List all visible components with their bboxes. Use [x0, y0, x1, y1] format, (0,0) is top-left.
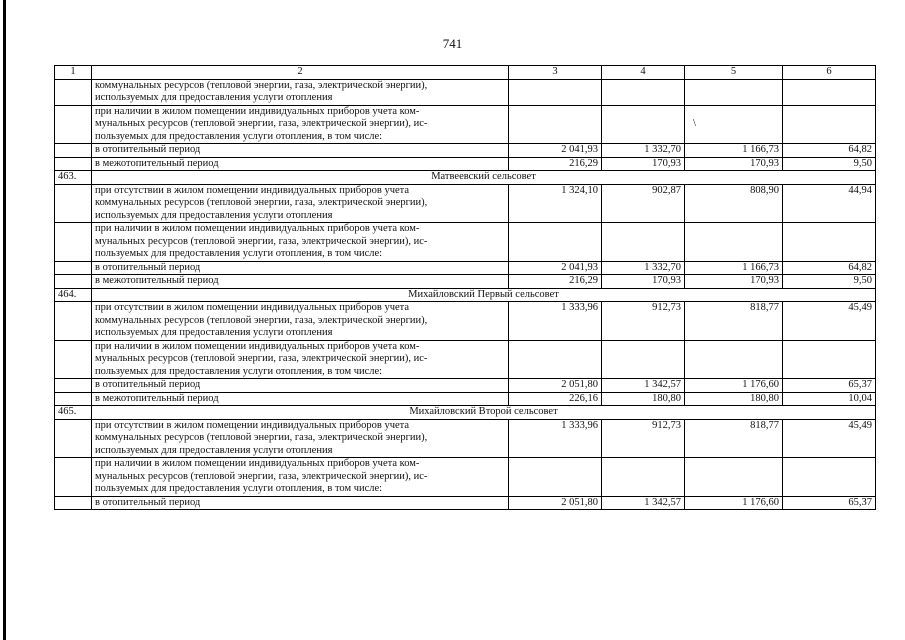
cell-value: 170,93 [602, 275, 685, 289]
table-row [55, 458, 876, 497]
cell-value: 818,77 [685, 419, 783, 458]
section-header-row [55, 171, 876, 185]
cell-value: 9,50 [783, 275, 876, 289]
row-label: в межотопительный период [92, 275, 509, 289]
row-label: в межотопительный период [92, 157, 509, 171]
column-header: 6 [783, 66, 876, 80]
cell-value: 1 176,60 [685, 496, 783, 510]
row-description: при отсутствии в жилом помещении индивидуальных приборов учета коммунальных ресурсов (тепловой энергии, газа, электрической энергии), используемых для предоставления услуги отопления [92, 184, 509, 223]
table-row [55, 379, 876, 393]
section-number: 464. [55, 288, 92, 302]
stray-mark: \ [693, 118, 696, 129]
section-title: Михайловский Первый сельсовет [92, 288, 876, 302]
column-header: 4 [602, 66, 685, 80]
cell-value: 1 332,70 [602, 261, 685, 275]
cell-value: 912,73 [602, 419, 685, 458]
section-title: Матвеевский сельсовет [92, 171, 876, 185]
table-row [55, 419, 876, 458]
column-header: 1 [55, 66, 92, 80]
table-row [55, 261, 876, 275]
cell-value: 65,37 [783, 379, 876, 393]
table-row [55, 340, 876, 379]
table-row [55, 105, 876, 144]
table-row [55, 392, 876, 406]
cell-value: 2 041,93 [509, 144, 602, 158]
cell-value: 1 324,10 [509, 184, 602, 223]
section-number: 465. [55, 406, 92, 420]
column-header: 5 [685, 66, 783, 80]
page-number: 741 [442, 36, 463, 51]
row-description: при наличии в жилом помещении индивидуальных приборов учета ком- мунальных ресурсов (тепловой энергии, газа, электрической энергии), ис- пользуемых для предоставления услуги отопления, в том числе: [92, 340, 509, 379]
row-description: при отсутствии в жилом помещении индивидуальных приборов учета коммунальных ресурсов (тепловой энергии, газа, электрической энергии), используемых для предоставления услуги отопления [92, 302, 509, 341]
table-row [55, 79, 876, 105]
cell-value: 45,49 [783, 419, 876, 458]
cell-value: 170,93 [685, 157, 783, 171]
cell-value: 44,94 [783, 184, 876, 223]
cell-value: 180,80 [602, 392, 685, 406]
cell-value: 902,87 [602, 184, 685, 223]
table-row [55, 275, 876, 289]
scan-left-edge [3, 0, 6, 640]
cell-value: 65,37 [783, 496, 876, 510]
cell-value: 1 342,57 [602, 379, 685, 393]
cell-value: 216,29 [509, 157, 602, 171]
cell-value: 1 166,73 [685, 144, 783, 158]
row-label: в межотопительный период [92, 392, 509, 406]
cell-value: 1 176,60 [685, 379, 783, 393]
cell-value: 1 333,96 [509, 419, 602, 458]
table-row [55, 184, 876, 223]
cell-value: 818,77 [685, 302, 783, 341]
cell-value: 216,29 [509, 275, 602, 289]
cell-value: 170,93 [602, 157, 685, 171]
row-label: в отопительный период [92, 144, 509, 158]
section-header-row [55, 406, 876, 420]
cell-value: 45,49 [783, 302, 876, 341]
row-label: в отопительный период [92, 496, 509, 510]
cell-value: 912,73 [602, 302, 685, 341]
section-number: 463. [55, 171, 92, 185]
cell-value: 226,16 [509, 392, 602, 406]
cell-value: 9,50 [783, 157, 876, 171]
row-label: в отопительный период [92, 261, 509, 275]
cell-value: 1 333,96 [509, 302, 602, 341]
table-row [55, 223, 876, 262]
cell-value: 2 041,93 [509, 261, 602, 275]
cell-value: 2 051,80 [509, 496, 602, 510]
table-row [55, 144, 876, 158]
column-header: 2 [92, 66, 509, 80]
row-description: при наличии в жилом помещении индивидуальных приборов учета ком- мунальных ресурсов (тепловой энергии, газа, электрической энергии), ис- пользуемых для предоставления услуги отопления, в том числе: [92, 105, 509, 144]
row-description: при наличии в жилом помещении индивидуальных приборов учета ком- мунальных ресурсов (тепловой энергии, газа, электрической энергии), ис- пользуемых для предоставления услуги отопления, в том числе: [92, 223, 509, 262]
row-description: при отсутствии в жилом помещении индивидуальных приборов учета коммунальных ресурсов (тепловой энергии, газа, электрической энергии), используемых для предоставления услуги отопления [92, 419, 509, 458]
cell-value: 180,80 [685, 392, 783, 406]
row-description: коммунальных ресурсов (тепловой энергии, газа, электрической энергии), используемых для предоставления услуги отопления [92, 79, 509, 105]
cell-value: 64,82 [783, 144, 876, 158]
section-title: Михайловский Второй сельсовет [92, 406, 876, 420]
cell-value: 2 051,80 [509, 379, 602, 393]
table-row [55, 496, 876, 510]
section-header-row [55, 288, 876, 302]
table-row [55, 157, 876, 171]
column-header-row [55, 66, 876, 80]
cell-value: 170,93 [685, 275, 783, 289]
cell-value: 1 332,70 [602, 144, 685, 158]
cell-value: 1 166,73 [685, 261, 783, 275]
row-description: при наличии в жилом помещении индивидуальных приборов учета ком- мунальных ресурсов (тепловой энергии, газа, электрической энергии), ис- пользуемых для предоставления услуги отопления, в том числе: [92, 458, 509, 497]
row-label: в отопительный период [92, 379, 509, 393]
cell-value: 10,04 [783, 392, 876, 406]
tariff-table [54, 65, 876, 510]
column-header: 3 [509, 66, 602, 80]
cell-value: 808,90 [685, 184, 783, 223]
cell-value: 1 342,57 [602, 496, 685, 510]
cell-value: 64,82 [783, 261, 876, 275]
table-row [55, 302, 876, 341]
